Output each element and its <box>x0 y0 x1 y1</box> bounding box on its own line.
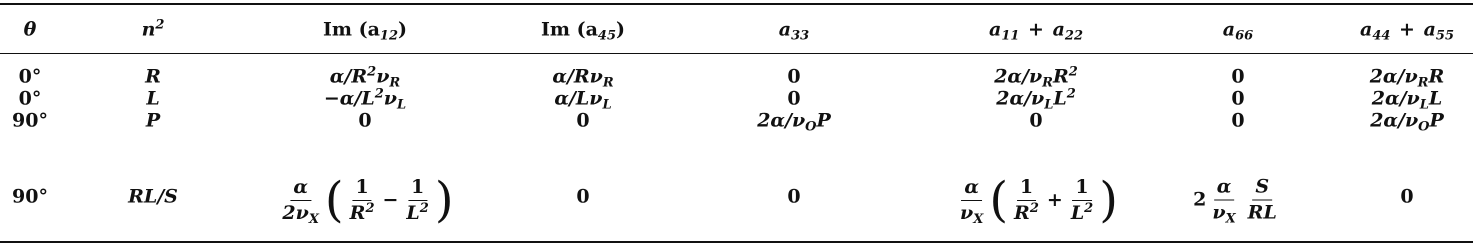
row4-theta: 90° <box>12 185 48 208</box>
header-a33: $a_{33}$ <box>778 18 810 44</box>
row1-n-squared: R <box>145 65 161 88</box>
row4-im-a12-formula: $\frac{\alpha}{2\nu_X}$ ( $\frac{1}{R^2}$ − $\frac{1}{L^2}$ ) <box>276 176 453 224</box>
row3-a44-plus-a55: $2\alpha/\nu_OP$ <box>1370 109 1444 135</box>
one-over-r-squared-fraction: $\frac{1}{R^2}$ <box>1014 175 1039 224</box>
row2-im-a45: $\alpha/L\nu_L$ <box>554 87 612 113</box>
row2-a44-plus-a55: $2\alpha/\nu_LL$ <box>1371 87 1443 113</box>
row2-im-a12: $-\alpha/L^2\nu_L$ <box>323 86 407 113</box>
row3-im-a12: 0 <box>358 109 372 132</box>
row1-im-a45: $\alpha/R\nu_R$ <box>552 65 614 91</box>
header-theta: θ <box>23 18 37 41</box>
row1-a44-plus-a55: $2\alpha/\nu_RR$ <box>1369 65 1445 91</box>
row4-a11-plus-a22-formula: $\frac{\alpha}{\nu_X}$ ( $\frac{1}{R^2}$ + $\frac{1}{L^2}$ ) <box>954 176 1118 224</box>
row3-theta: 90° <box>12 109 48 132</box>
row3-im-a45: 0 <box>576 109 590 132</box>
one-over-l-squared-fraction: $\frac{1}{L^2}$ <box>1070 175 1094 224</box>
row1-a11-plus-a22: $2\alpha/\nu_RR^2$ <box>994 64 1078 91</box>
alpha-over-nu-fraction: $\frac{\alpha}{\nu_X}$ <box>1212 175 1236 227</box>
row1-theta: 0° <box>18 65 42 88</box>
header-a44-plus-a55: $a_{44} + a_{55}$ <box>1360 18 1454 44</box>
row3-a66: 0 <box>1231 109 1245 132</box>
row2-a11-plus-a22: $2\alpha/\nu_LL^2$ <box>996 86 1076 113</box>
row4-a66-formula: 2 $\frac{\alpha}{\nu_X}$ $\frac{S}{RL}$ <box>1193 178 1283 223</box>
one-over-r-squared-fraction: $\frac{1}{R^2}$ <box>349 175 375 224</box>
row3-a33: $2\alpha/\nu_OP$ <box>757 109 831 135</box>
header-n-squared: $n^2$ <box>141 17 165 41</box>
s-over-rl-fraction: $\frac{S}{RL}$ <box>1247 175 1277 224</box>
header-rule <box>0 53 1473 54</box>
header-im-a45: Im $(a_{45})$ <box>540 18 626 44</box>
header-a11-plus-a22: $a_{11} + a_{22}$ <box>989 18 1083 44</box>
row4-n-squared: RL/S <box>128 185 178 208</box>
row2-a66: 0 <box>1231 87 1245 110</box>
top-rule <box>0 3 1473 5</box>
row1-im-a12: $\alpha/R^2\nu_R$ <box>329 64 401 91</box>
row3-n-squared: P <box>145 109 161 132</box>
alpha-over-2nu-fraction: $\frac{\alpha}{2\nu_X}$ <box>282 175 319 227</box>
row1-a66: 0 <box>1231 65 1245 88</box>
row4-im-a45: 0 <box>576 185 590 208</box>
header-im-a12: Im $(a_{12})$ <box>322 18 408 44</box>
row2-a33: 0 <box>787 87 801 110</box>
row3-a11-plus-a22: 0 <box>1029 109 1043 132</box>
bottom-rule <box>0 241 1473 243</box>
row2-n-squared: L <box>146 87 160 110</box>
one-over-l-squared-fraction: $\frac{1}{L^2}$ <box>406 175 429 224</box>
row4-a44-plus-a55: 0 <box>1400 185 1414 208</box>
row1-a33: 0 <box>787 65 801 88</box>
header-a66: $a_{66}$ <box>1222 18 1254 44</box>
row4-a33: 0 <box>787 185 801 208</box>
row2-theta: 0° <box>18 87 42 110</box>
alpha-over-nu-fraction: $\frac{\alpha}{\nu_X}$ <box>960 175 984 227</box>
